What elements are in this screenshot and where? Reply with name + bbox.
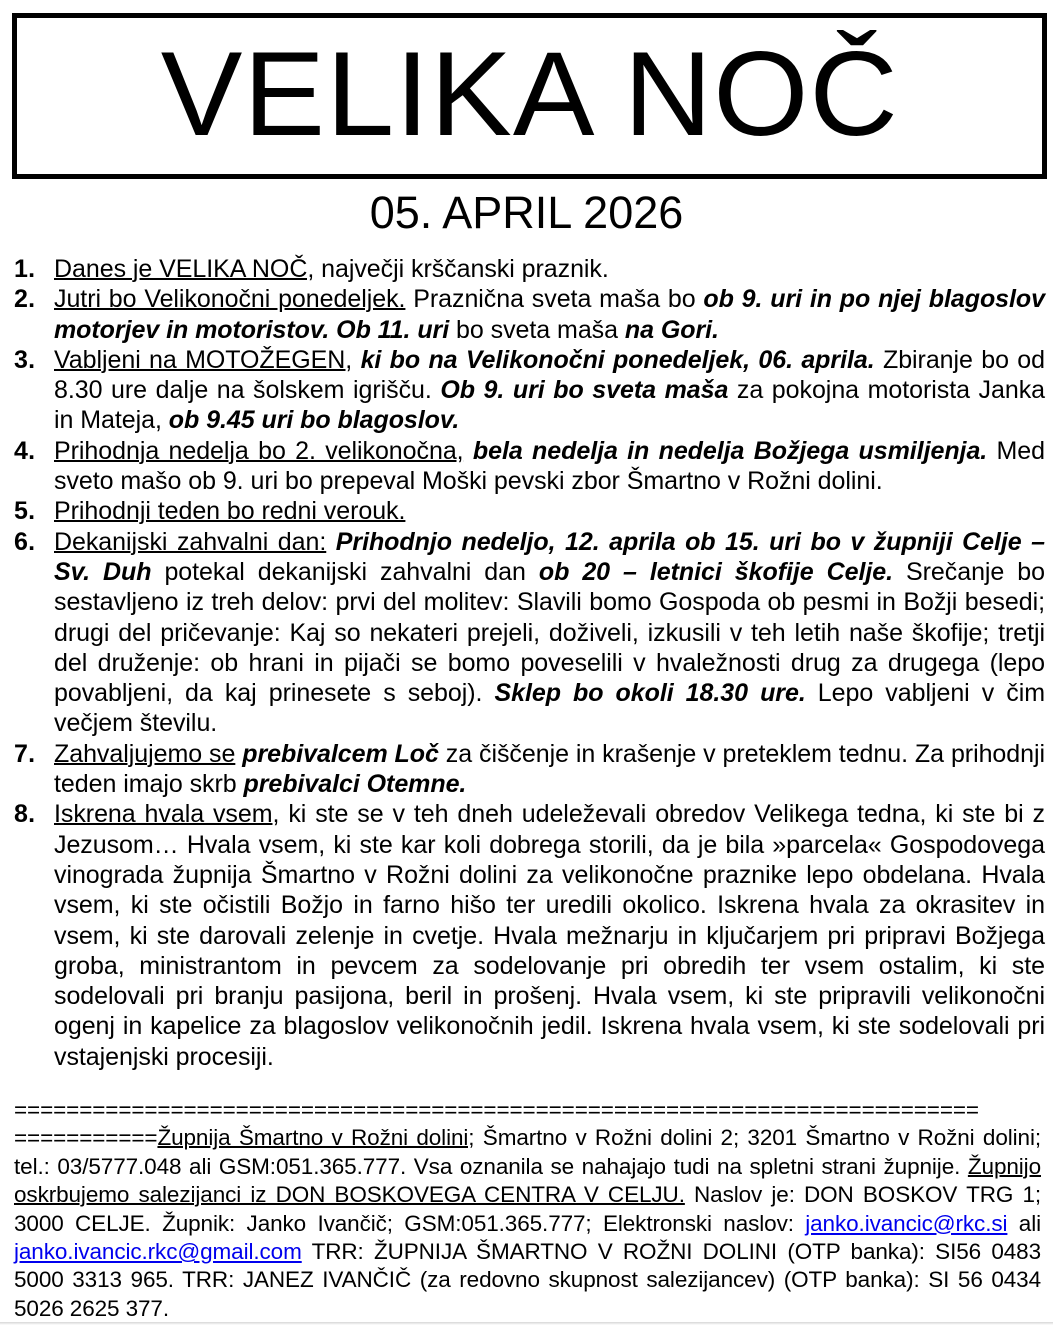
emphasis-run: ob 9. uri in po njej blagoslov motorjev in motoristov. Ob 11. uri [54, 285, 1045, 344]
notice-item [0, 284, 1053, 345]
notice-item [0, 345, 1053, 436]
emphasis-run: Sklep bo okoli 18.30 ure. [494, 679, 806, 708]
emphasis-run: Vabljeni na MOTOŽEGEN, [54, 345, 353, 374]
text-run [352, 346, 360, 374]
emphasis-run: Dekanijski zahvalni dan: [54, 527, 327, 556]
notice-number: 8. [14, 800, 36, 829]
emphasis-run: Župnija Šmartno v Rožni dolini; [157, 1125, 475, 1151]
footer-contact-text [14, 1125, 1041, 1320]
emphasis-run: Prihodnjo nedeljo, 12. aprila ob 15. uri bo v župniji Celje – Sv. Duh [54, 527, 1045, 586]
notice-number: 2. [14, 285, 36, 314]
notice-item [0, 436, 1053, 497]
text-run: Naslov je: DON BOSKOV TRG 1; 3000 CELJE. Župnik: Janko Ivančič; GSM:051.365.777; Elektronski naslov: [14, 1182, 1042, 1236]
emphasis-run: bela nedelja in nedelja Božjega usmiljenja. [472, 436, 988, 465]
notice-number: 5. [14, 497, 36, 526]
emphasis-run: Ob 9. uri bo sveta maša [440, 376, 729, 405]
text-run [326, 528, 336, 556]
page-bottom-edge [0, 1322, 1053, 1325]
emphasis-run: Iskrena hvala vsem, [54, 800, 280, 829]
notice-item [0, 799, 1053, 1072]
parish-footer [14, 1096, 1041, 1323]
notice-text [54, 345, 1045, 436]
emphasis-run: prebivalcem Loč [242, 739, 439, 768]
bulletin-date: 05. APRIL 2026 [369, 187, 684, 238]
text-run: potekal dekanijski zahvalni dan [151, 557, 539, 586]
text-run [464, 437, 473, 465]
notice-item [0, 254, 1053, 284]
notice-text [54, 284, 1045, 345]
email-link[interactable]: janko.ivancic@rkc.si [805, 1210, 1008, 1236]
notice-text [54, 254, 1045, 284]
text-run: ali [1007, 1210, 1041, 1236]
emphasis-run: Župnijo oskrbujemo salezijanci iz DON BOSKOVEGA CENTRA V CELJU. [14, 1153, 1041, 1208]
text-run: =========== [14, 1125, 158, 1151]
text-run: za čiščenje in krašenje v preteklem tednu. Za prihodnji teden imajo skrb [54, 739, 1045, 799]
emphasis-run: na Gori. [624, 315, 719, 344]
text-run: TRR: ŽUPNIJA ŠMARTNO V ROŽNI DOLINI (OTP banka): SI56 0483 5000 3313 965. TRR: JANEZ IVANČIČ (za redovno skupnost salezijancev) (OTP banka): SI 56 0434 5026 2625 377. [14, 1239, 1041, 1321]
emphasis-run: prebivalci Otemne. [243, 770, 467, 799]
footer-rule: ========================================================================== [14, 1097, 979, 1122]
emphasis-run: Prihodnja nedelja bo 2. velikonočna, [54, 436, 464, 465]
emphasis-run: Zahvaljujemo se [54, 739, 236, 768]
notice-number: 6. [14, 527, 36, 556]
notice-text [54, 799, 1045, 1072]
notice-number: 4. [14, 436, 36, 465]
notice-text [54, 739, 1045, 800]
notice-item [0, 739, 1053, 800]
text-run: Zbiranje bo od 8.30 ure dalje na šolskem igrišču. [54, 345, 1045, 405]
emphasis-run: ob 9.45 uri bo blagoslov. [168, 406, 460, 435]
text-run: za pokojna motorista Janka in Mateja, [54, 376, 1046, 435]
email-link[interactable]: janko.ivancic.rkc@gmail.com [14, 1239, 302, 1265]
notice-text [54, 527, 1045, 739]
text-run: Med sveto mašo ob 9. uri bo prepeval Moški pevski zbor Šmartno v Rožni dolini. [54, 436, 1046, 496]
text-run: Lepo vabljeni v čim večjem številu. [54, 679, 1046, 738]
notice-item [0, 496, 1053, 526]
page-title: VELIKA NOČ [160, 27, 899, 161]
notice-text [54, 436, 1045, 497]
text-run: Šmartno v Rožni dolini 2; 3201 Šmartno v Rožni dolini; tel.: 03/5777.048 ali GSM:051.365.777. Vsa oznanila se nahajajo tudi na spletni strani župnije. [14, 1125, 1042, 1179]
text-run: ki ste se v teh dneh udeleževali obredov Velikega tedna, ki ste bi z Jezusom… Hvala vsem, ki ste kar koli dobrega storili, da je bila »parcela« Gospodovega vinograda župnija Šmartno v Rožni dolini za velikonočne praznike lepo obdelana. Hvala vsem, ki ste očistili Božjo in farno hišo ter uredili okolico. Iskrena hvala za okrasitev in vsem, ki ste darovali zelenje in cvetje. Hvala mežnarju in ključarjem pri pripravi Božjega groba, ministrantom in pevcem za sodelovanje pri obredih ter vsem ostalim, ki ste sodelovali pri branju pasijona, beril in prošenj. Hvala vsem, ki ste pripravili velikonočni ogenj in kapelice za blagoslov velikonočnih jedil. Iskrena hvala vsem, ki ste sodelovali pri vstajenjski procesiji. [54, 800, 1045, 1071]
text-run: bo sveta maša [449, 315, 625, 344]
notice-number: 3. [14, 345, 36, 374]
text-run: Praznična sveta maša bo [405, 285, 704, 314]
notice-text [54, 496, 1045, 526]
emphasis-run: Danes je VELIKA NOČ, [54, 255, 315, 283]
title-banner [12, 13, 1047, 179]
notices-list [0, 254, 1053, 1072]
emphasis-run: Prihodnji teden bo redni verouk. [54, 497, 406, 526]
text-run: Srečanje bo sestavljeno iz treh delov: prvi del molitev: Slavili bomo Gospoda ob pesmi in Božji besedi; drugi del pričevanje: Kaj so nekateri prejeli, doživeli, izkusili v teh letih naše škofije; tretji del druženje: ob hrani in pijači se bomo poveselili v hvaležnosti drug za drugega (lepo povabljeni, da kaj prinesete s seboj). [54, 557, 1045, 708]
notice-number: 7. [14, 739, 36, 768]
emphasis-run: Jutri bo Velikonočni ponedeljek. [54, 285, 406, 314]
emphasis-run: ki bo na Velikonočni ponedeljek, 06. aprila. [360, 345, 875, 374]
notice-number: 1. [14, 255, 36, 283]
notice-item [0, 527, 1053, 739]
text-run: največji krščanski praznik. [314, 255, 609, 283]
emphasis-run: ob 20 – letnici škofije Celje. [538, 557, 894, 586]
